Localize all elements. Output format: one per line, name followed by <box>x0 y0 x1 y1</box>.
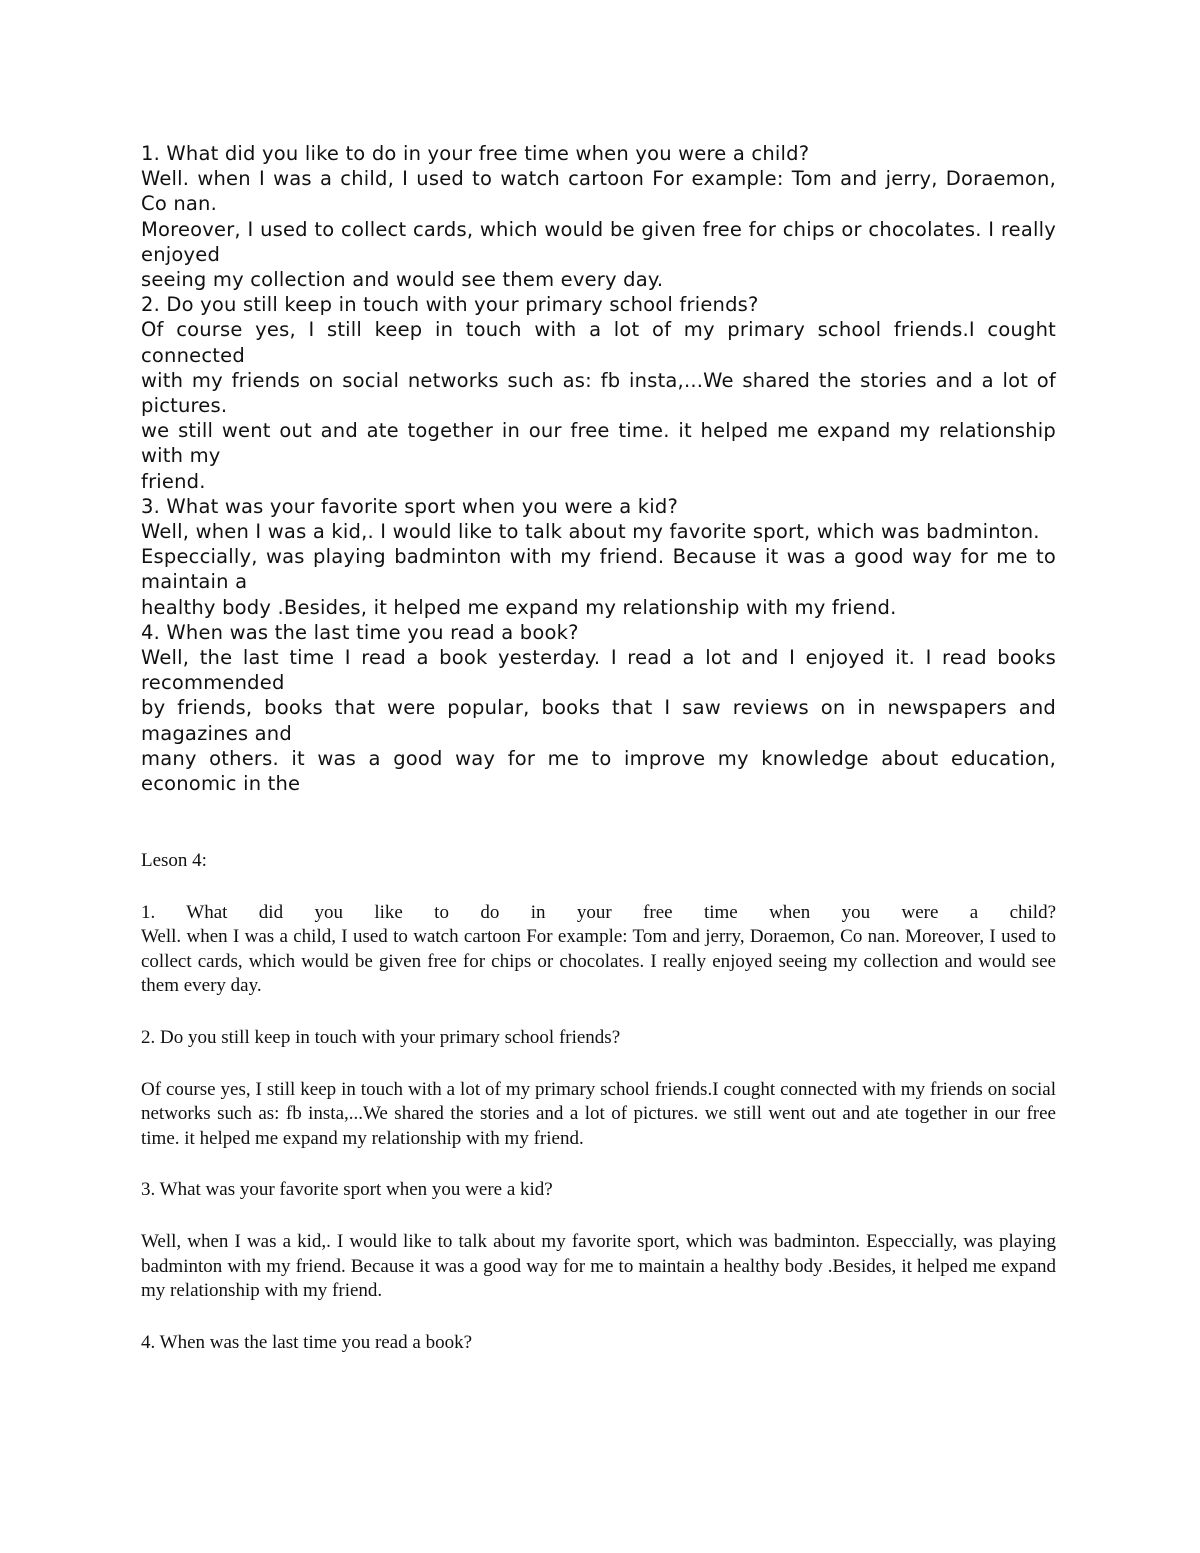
answer-3-line-2: Especcially, was playing badminton with my friend. Because it was a good way for me to maintain a <box>141 545 1056 594</box>
answer-1-line-1: Well. when I was a child, I used to watch cartoon For example: Tom and jerry, Doraemon, Co nan. <box>141 167 1056 216</box>
answer-4-line-1: Well, the last time I read a book yesterday. I read a lot and I enjoyed it. I read books recommended <box>141 646 1056 695</box>
lesson-heading: Leson 4: <box>141 850 207 871</box>
lesson-question-3: 3. What was your favorite sport when you were a kid? <box>141 1179 553 1201</box>
lesson-4-section <box>141 849 1056 1355</box>
answer-3-line-1: Well, when I was a kid,. I would like to talk about my favorite sport, which was badminton. <box>141 520 1040 544</box>
answer-2-line-3: we still went out and ate together in our free time. it helped me expand my relationship with my <box>141 419 1056 468</box>
question-4: 4. When was the last time you read a book? <box>141 620 579 644</box>
answer-4-line-3: many others. it was a good way for me to improve my knowledge about education, economic in the <box>141 746 1056 796</box>
lesson-answer-2: Of course yes, I still keep in touch with a lot of my primary school friends.I cought connected with my friends on social networks such as: fb insta,...We shared the stories and a lot of pictures. we still went out and ate together in our free time. it helped me expand my relationship with my friend. <box>141 1078 1056 1149</box>
english-answers-section <box>141 141 1056 796</box>
answer-4-line-2: by friends, books that were popular, books that I saw reviews on in newspapers and magazines and <box>141 696 1056 745</box>
question-1: 1. What did you like to do in your free time when you were a child? <box>141 142 810 165</box>
answer-1-line-3: seeing my collection and would see them every day. <box>141 268 664 292</box>
lesson-question-4: 4. When was the last time you read a book? <box>141 1331 472 1353</box>
question-2: 2. Do you still keep in touch with your primary school friends? <box>141 293 759 317</box>
answer-1-line-2: Moreover, I used to collect cards, which would be given free for chips or chocolates. I really enjoyed <box>141 217 1056 266</box>
lesson-question-2: 2. Do you still keep in touch with your primary school friends? <box>141 1026 621 1048</box>
answer-2-line-1: Of course yes, I still keep in touch with a lot of my primary school friends.I cought connected <box>141 318 1056 367</box>
lesson-answer-3: Well, when I was a kid,. I would like to talk about my favorite sport, which was badminton. Especcially, was playing badminton with my friend. Because it was a good way for me to maintain a healthy body .Besides, it helped me expand my relationship with my friend. <box>141 1230 1056 1302</box>
answer-3-line-3: healthy body .Besides, it helped me expand my relationship with my friend. <box>141 595 897 619</box>
lesson-answer-1: Well. when I was a child, I used to watch cartoon For example: Tom and jerry, Doraemon, Co nan. Moreover, I used to collect cards, which would be given free for chips or chocolates. I really enjoyed seeing my collection and would see them every day. <box>141 926 1056 997</box>
answer-2-line-2: with my friends on social networks such as: fb insta,...We shared the stories and a lot of pictures. <box>141 368 1056 418</box>
question-3: 3. What was your favorite sport when you were a kid? <box>141 494 679 518</box>
answer-2-line-4: friend. <box>141 469 206 493</box>
lesson-question-1: 1. What did you like to do in your free time when you were a child? <box>141 901 1056 923</box>
